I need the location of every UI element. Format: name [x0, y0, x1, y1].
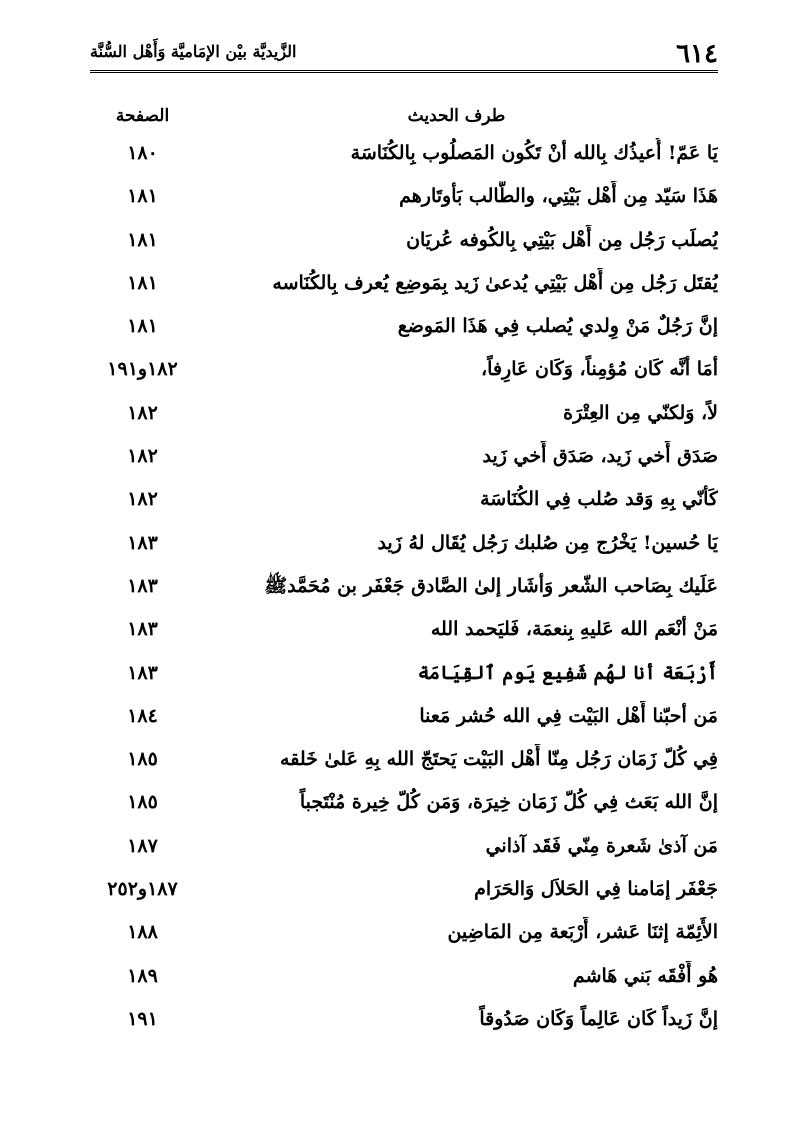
page-reference: ١٨٩ — [127, 964, 158, 987]
table-row — [90, 268, 718, 311]
table-row — [90, 441, 718, 484]
page-reference: ١٨٨ — [127, 921, 158, 944]
page-reference: ١٨٥ — [127, 748, 158, 771]
hadith-text: يُقتَل رَجُل مِن أَهْل بَيْتِي يُدعىٰ زَيد بِمَوضِع يُعرف بِالكُنَاسه — [272, 271, 718, 294]
hadith-text: جَعْفَر إمَامنا فِي الحَلاَل وَالحَرَام — [474, 878, 718, 901]
hadith-text: إنَّ الله بَعَث فِي كُلّ زَمَان خِيرَة، وَمَن كُلّ خِيرة مُنْتَجباً — [299, 791, 718, 814]
hadith-text: لاً، وَلكنّي مِن العِتْرَة — [563, 401, 718, 424]
hadith-text: مَن أحبّنا أَهْل البَيْت فِي الله حُشر مَعنا — [419, 704, 718, 727]
hadith-text: مَن آذىٰ شَعرة مِنّي فَقَد آذاني — [485, 834, 718, 857]
table-row — [90, 225, 718, 268]
hadith-text: يُصلَب رَجُل مِن أَهْل بَيْتِي بِالكُوفه عُريَان — [406, 228, 718, 251]
page-reference: ١٩١ — [127, 1007, 158, 1030]
table-row — [90, 787, 718, 830]
hadith-column-header: طرف الحديث — [407, 106, 506, 126]
hadith-text: هُو أَفْقَه بَني هَاشم — [572, 964, 718, 987]
page-reference: ١٨٣ — [127, 574, 158, 597]
hadith-text: مَنْ أنْعَم الله عَليهِ بِنعمَة، فَليَحمد الله — [430, 618, 718, 641]
page-column-header: الصفحة — [115, 106, 170, 126]
page-reference: ١٨١ — [127, 271, 158, 294]
hadith-text: إنَّ رَجُلٌ مَنْ وِلدي يُصلب فِي هَذَا المَوضع — [397, 315, 718, 338]
hadith-text: أَرْبَعَة أنا لهُم شَفِيع يَوم ٱلقِيَامَة — [417, 661, 718, 684]
table-row — [90, 181, 718, 224]
page-reference: ١٨٤ — [127, 704, 158, 727]
table-row — [90, 831, 718, 874]
page-reference: ١٨٣ — [127, 661, 158, 684]
table-row — [90, 484, 718, 527]
table-row — [90, 528, 718, 571]
page-reference: ١٨١ — [127, 185, 158, 208]
table-header — [90, 102, 718, 138]
table-row — [90, 1004, 718, 1047]
table-row — [90, 961, 718, 1004]
hadith-text: صَدَق أَخي زَيد، صَدَق أَخي زَيد — [482, 445, 718, 468]
table-row — [90, 311, 718, 354]
table-row — [90, 917, 718, 960]
table-row — [90, 614, 718, 657]
page-reference: ١٨١ — [127, 228, 158, 251]
table-row — [90, 874, 718, 917]
page-reference: ١٨٣ — [127, 618, 158, 641]
table-row — [90, 138, 718, 181]
hadith-text: الأَئِمّة إثنَا عَشر، أَرْبَعة مِن المَاضِين — [447, 921, 718, 944]
hadith-text: يَا حُسين! يَخْرُج مِن صُلبك رَجُل يُقَال لهُ زَيد — [377, 531, 718, 554]
table-row — [90, 398, 718, 441]
hadith-index-table — [90, 102, 718, 1047]
hadith-text: فِي كُلّ زَمَان رَجُل مِنّا أَهْل البَيْت يَحتَجّ الله بِهِ عَلىٰ خَلقه — [280, 748, 718, 771]
page-number: ٦١٤ — [676, 39, 718, 69]
table-row — [90, 744, 718, 787]
page-reference: ١٨٥ — [127, 791, 158, 814]
page-reference: ١٨٣ — [127, 531, 158, 554]
hadith-text: كَأنّي بِهِ وَقد صُلب فِي الكُنَاسَة — [480, 488, 718, 511]
page-reference: ١٨٢ — [127, 488, 158, 511]
table-row — [90, 701, 718, 744]
running-head — [90, 30, 718, 73]
page-reference: ١٨٢ — [127, 445, 158, 468]
page-reference: ١٨١ — [127, 315, 158, 338]
header-title: الزَّيديَّة بيْن الإمَاميَّة وَأَهْل السُّنَّة — [90, 42, 297, 61]
page-reference: ١٨٢ — [127, 401, 158, 424]
hadith-text: إنَّ زَيداً كَان عَالِماً وَكَان صَدُوقاً — [479, 1007, 718, 1030]
table-row — [90, 571, 718, 614]
hadith-text: هَذَا سَيّد مِن أَهْل بَيْتِي، والطَّالب بَأوتَارهم — [399, 185, 718, 208]
hadith-text: عَلَيك بِصَاحب الشّعر وَأشَار إلىٰ الصَّادق جَعْفَر بن مُحَمَّدﷺ — [264, 574, 718, 597]
hadith-text: يَا عَمّ! أُعيذُك بِالله أنْ تَكُون المَصلُوب بِالكُنَاسَة — [350, 142, 718, 164]
page-reference: ١٨٠ — [127, 142, 158, 164]
hadith-text: أمَا أنَّه كَان مُؤمِناً، وَكَان عَارِفاً، — [481, 358, 718, 381]
table-row — [90, 354, 718, 397]
page-reference: ١٨٧و٢٥٢ — [107, 878, 178, 901]
table-row — [90, 658, 718, 701]
page-reference: ١٨٢و١٩١ — [107, 358, 178, 381]
page-reference: ١٨٧ — [127, 834, 158, 857]
